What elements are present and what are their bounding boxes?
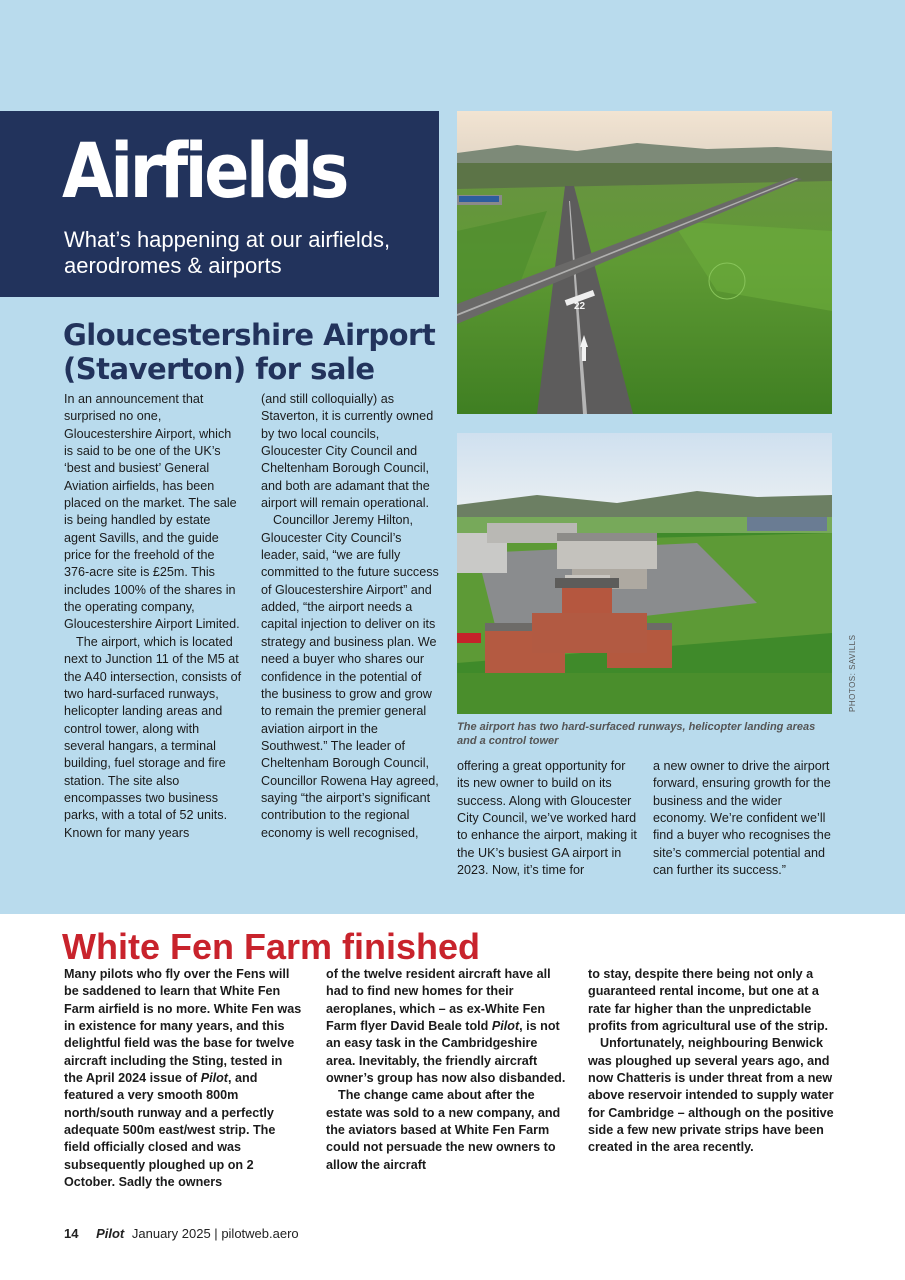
article1-paragraph: Councillor Jeremy Hilton, Gloucester City Council’s leader, said, “we are fully committed to the future success of Gloucestershire Airport” and added, “the airport needs a capital injection to deliver on its strategy and business plan. We need a buyer who shares our confidence in the potential of the business to grow and grow to remain the premier general aviation airport in the Southwest.” The leader of Cheltenham Borough Council, Councillor Rowena Hay agreed, saying “the airport’s significant contribution to the regional economy is well recognised,	[261, 513, 439, 840]
runway-number	[574, 301, 586, 312]
article2-paragraph: to stay, despite there being not only a guaranteed rental income, but one at a rate far higher than the unpredictable profits from agricultural use of the strip.	[588, 967, 829, 1034]
control-tower-photo	[457, 433, 832, 714]
section-title: Airfields	[62, 126, 346, 215]
article2-text: of the twelve resident aircraft have all had to find new homes for their aeroplanes, which – as ex-White Fen Farm flyer David Beale told	[326, 967, 551, 1034]
photo-caption: The airport has two hard-surfaced runways, helicopter landing areas and a control tower	[457, 721, 816, 747]
article1-paragraph: The airport, which is located next to Junction 11 of the M5 at the A40 intersection, consists of two hard-surfaced runways, helicopter landing areas and control tower, along with several hangars, a terminal building, fuel storage and fire station. The site also encompasses two business parks, with a total of 52 units. Known for many years	[64, 634, 242, 840]
article2-text: Many pilots who fly over the Fens will be saddened to learn that White Fen Farm airfield is no more. White Fen was in existence for many years, and this delightful field was the base for twelve aircraft including the Sting, tested in the April 2024 issue of	[64, 967, 302, 1086]
article2-paragraph: Unfortunately, neighbouring Benwick was ploughed up several years ago, and now Chatteris is under threat from a new above reservoir intended to supply water for Cambridge – although on the positive side a few new private strips have been created in the area recently.	[588, 1036, 834, 1155]
footer-magazine: Pilot	[96, 1226, 125, 1241]
article1-paragraph: a new owner to drive the airport forward, ensuring growth for the business and the wider economy. We’re confident we’ll find a buyer who recognises the site’s commercial potential and can further its success.”	[653, 759, 831, 878]
article-headline-gloucestershire: Gloucestershire Airport (Staverton) for sale	[63, 318, 436, 386]
article1-paragraph: (and still colloquially) as Staverton, it is currently owned by two local councils, Gloucester City Council and Cheltenham Borough Council, and both are adamant that the airport will remain operational.	[261, 392, 434, 511]
magazine-name: Pilot	[200, 1071, 229, 1086]
article2-text: , is not an easy task in the Cambridgeshire area. Inevitably, the friendly aircraft owner’s group has now also disbanded.	[326, 1019, 566, 1086]
magazine-name: Pilot	[491, 1019, 520, 1034]
article1-column-3	[457, 758, 637, 879]
article1-column-1	[64, 391, 242, 842]
page-number: 14	[64, 1226, 79, 1241]
article2-paragraph: The change came about after the estate was sold to a new company, and the aviators based at White Fen Farm could not persuade the new owners to allow the aircraft	[326, 1088, 561, 1172]
article2-column-1	[64, 966, 304, 1191]
section-subtitle: What’s happening at our airfields, aerodromes & airports	[64, 227, 391, 278]
article1-column-2	[261, 391, 441, 842]
article1-column-4	[653, 758, 831, 879]
runway-aerial-photo	[457, 111, 832, 414]
footer-separator: |	[214, 1226, 218, 1241]
article2-paragraph	[64, 966, 304, 1191]
footer-issue: January 2025	[131, 1226, 211, 1241]
page-footer	[64, 1226, 299, 1241]
photo-credit: PHOTOS: SAVILLS	[848, 634, 857, 712]
article1-paragraph: offering a great opportunity for its new owner to build on its success. Along with Gloucester City Council, we’ve worked hard to enhance the airport, making it the UK’s busiest GA airport in 2023. Now, it’s time for	[457, 759, 637, 878]
article2-column-2	[326, 966, 566, 1174]
footer-website: pilotweb.aero	[221, 1226, 299, 1241]
article-headline-white-fen-farm: White Fen Farm finished	[62, 926, 481, 967]
article1-paragraph: In an announcement that surprised no one, Gloucestershire Airport, which is said to be one of the UK’s ‘best and busiest’ General Aviation airfields, has been placed on the market. The sale is being handled by estate agent Savills, and the guide price for the freehold of the 376-acre site is £25m. This includes 100% of the shares in the operating company, Gloucestershire Airport Limited.	[64, 392, 240, 632]
article2-text: , and featured a very smooth 800m north/south runway and a perfectly adequate 500m east/west strip. The field officially closed and was subsequently ploughed up on 2 October. Sadly the owners	[64, 1071, 276, 1190]
runway-marking: 22	[574, 301, 586, 312]
article2-column-3	[588, 966, 838, 1157]
section-masthead	[0, 111, 439, 297]
article2-paragraph	[326, 966, 566, 1087]
